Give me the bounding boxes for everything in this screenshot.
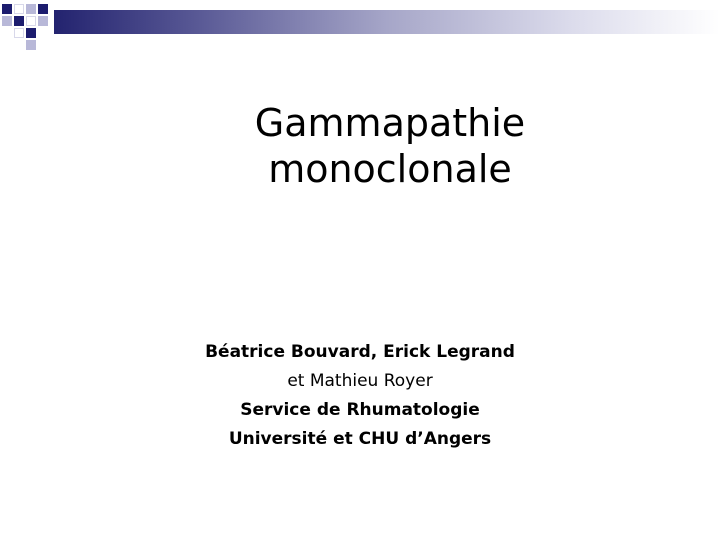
decor-square bbox=[26, 16, 36, 26]
authors-line: Béatrice Bouvard, Erick Legrand bbox=[205, 342, 515, 362]
department-line: Service de Rhumatologie bbox=[240, 400, 480, 420]
decor-square bbox=[2, 16, 12, 26]
institution-line: Université et CHU d’Angers bbox=[228, 429, 492, 449]
authors-line: et Mathieu Royer bbox=[287, 371, 433, 391]
decor-square bbox=[14, 16, 24, 26]
decor-square bbox=[14, 28, 24, 38]
decor-square bbox=[26, 28, 36, 38]
decor-square bbox=[38, 4, 48, 14]
decor-square bbox=[14, 4, 24, 14]
decor-square bbox=[2, 4, 12, 14]
title-line: monoclonale bbox=[268, 147, 512, 191]
author-block bbox=[140, 338, 580, 454]
decor-square bbox=[26, 4, 36, 14]
header-gradient-bar bbox=[54, 10, 720, 34]
title-line: Gammapathie bbox=[254, 101, 526, 145]
decor-square bbox=[26, 40, 36, 50]
slide-title bbox=[180, 100, 600, 192]
decor-square bbox=[38, 16, 48, 26]
